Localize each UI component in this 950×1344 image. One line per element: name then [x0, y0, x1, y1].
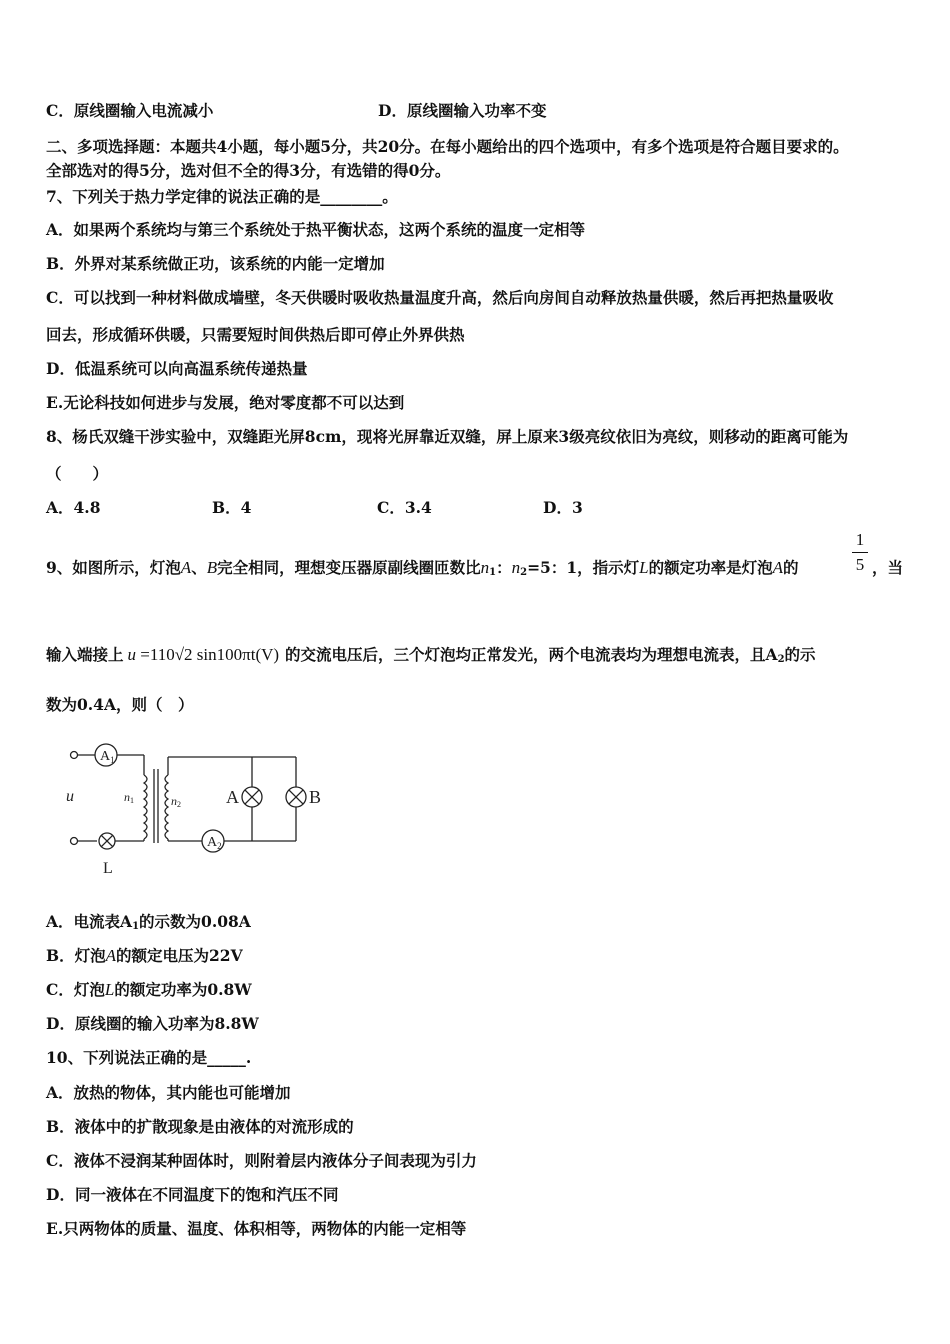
- q10-option-c: C．液体不浸润某种固体时，则附着层内液体分子间表现为引力: [46, 1151, 477, 1170]
- q9-option-c: [46, 980, 252, 1000]
- q9-stem-line1: [46, 558, 799, 583]
- q9-option-c-text: 的额定功率为0.8W: [114, 980, 252, 999]
- q9-var-b: B: [206, 558, 218, 577]
- q9-stem-text: 的: [783, 558, 799, 577]
- q9-stem-text: 9、如图所示，灯泡: [46, 558, 181, 577]
- q9-colon: ：: [496, 558, 512, 577]
- q10-option-e: E.只两物体的质量、温度、体积相等，两物体的内能一定相等: [46, 1219, 467, 1238]
- q9-stem-text: 完全相同，理想变压器原副线圈匝数比: [217, 558, 481, 577]
- q9-option-b-text: 的额定电压为22V: [116, 946, 243, 965]
- lamp-a-label: A: [226, 787, 239, 807]
- q9-stem-end: ，当: [872, 558, 904, 577]
- lamp-b-label: B: [309, 787, 322, 807]
- ammeter-a2-label: $A_2$: [207, 835, 222, 851]
- q9-option-d: D．原线圈的输入功率为8.8W: [46, 1014, 259, 1033]
- q7-option-e: E.无论科技如何进步与发展，绝对零度都不可以达到: [46, 393, 405, 412]
- q7-option-a: A．如果两个系统均与第三个系统处于热平衡状态，这两个系统的温度一定相等: [46, 220, 586, 239]
- q9-option-a-text: A．电流表A: [46, 912, 133, 931]
- q9-frac-num: 1: [855, 530, 865, 549]
- q10-option-a: A．放热的物体，其内能也可能增加: [46, 1083, 291, 1102]
- q9-n2: n: [511, 558, 521, 577]
- q9-option-b: [46, 946, 243, 966]
- q10-option-b: B．液体中的扩散现象是由液体的对流形成的: [46, 1117, 354, 1136]
- q9-option-a-text: 的示数为0.08A: [139, 912, 251, 931]
- q8-paren: （ ）: [46, 464, 109, 483]
- q9-option-b-var: A: [105, 946, 116, 965]
- q9-n1-sub: 1: [489, 567, 497, 578]
- q9-stem-line3: 数为0.4A，则（ ）: [46, 695, 194, 714]
- q9-option-c-var: L: [104, 980, 115, 999]
- q10-stem: 10、下列说法正确的是_____.: [46, 1048, 252, 1067]
- q6-option-c: C．原线圈输入电流减小: [46, 101, 214, 120]
- q9-n2-sub: 2: [520, 567, 528, 578]
- q9-ratio: =5：1，指示灯: [527, 558, 640, 577]
- q8-option-b: B．4: [212, 498, 252, 517]
- q7-option-c-2: 回去，形成循环供暖，只需要短时间供热后即可停止外界供热: [46, 325, 465, 344]
- q9-stem-line2: [46, 645, 816, 670]
- q9-option-a-sub: 1: [132, 921, 140, 932]
- q7-option-c-1: C．可以找到一种材料做成墙壁，冬天供暖时吸收热量温度升高，然后向房间自动释放热量供暖，然后再把热量吸收: [46, 288, 834, 307]
- section2-instructions-1: 二、多项选择题：本题共4小题，每小题5分，共20分。在每小题给出的四个选项中，有多个选项是符合题目要求的。: [46, 137, 849, 156]
- q9-option-a: [46, 912, 251, 937]
- q9-fraction: [852, 530, 868, 575]
- q9-line2-text: 的交流电压后，三个灯泡均正常发光，两个电流表均为理想电流表，且A: [285, 645, 778, 664]
- section2-instructions-2: 全部选对的得5分，选对但不全的得3分，有选错的得0分。: [46, 161, 451, 180]
- q6-option-d: D．原线圈输入功率不变: [378, 101, 547, 120]
- q8-option-a: A．4.8: [46, 498, 101, 517]
- q9-line2-text: 输入端接上: [46, 645, 124, 664]
- q9-var-l: L: [639, 558, 649, 577]
- q9-var-a: A: [180, 558, 192, 577]
- q9-line2-sub: 2: [777, 654, 785, 665]
- q9-sep: 、: [191, 558, 207, 577]
- q9-option-b-text: B．灯泡: [46, 946, 106, 965]
- q7-option-d: D．低温系统可以向高温系统传递热量: [46, 359, 308, 378]
- lamp-l-label: L: [103, 860, 113, 877]
- input-u-label: u: [66, 788, 74, 805]
- q9-stem-text: 的额定功率是灯泡: [648, 558, 773, 577]
- q10-option-d: D．同一液体在不同温度下的饱和汽压不同: [46, 1185, 339, 1204]
- ammeter-a1-label: $A_1$: [100, 749, 115, 765]
- q8-option-c: C．3.4: [377, 498, 432, 517]
- q8-stem: 8、杨氏双缝干涉实验中，双缝距光屏8cm，现将光屏靠近双缝，屏上原来3级亮纹依旧为亮纹，则移动的距离可能为: [46, 427, 849, 446]
- coil-n2-label: n2: [171, 794, 181, 809]
- q9-n1: n: [480, 558, 490, 577]
- coil-n1-label: n1: [124, 790, 134, 805]
- q9-var-a2: A: [772, 558, 783, 577]
- q7-stem: 7、下列关于热力学定律的说法正确的是________。: [46, 187, 398, 206]
- q9-frac-den: 5: [855, 555, 865, 574]
- q9-circuit-diagram: [60, 735, 340, 885]
- q8-option-d: D．3: [543, 498, 583, 517]
- q9-option-c-text: C．灯泡: [46, 980, 105, 999]
- q9-formula: =110√2 sin100πt(V): [136, 645, 280, 664]
- q9-formula-u: u: [127, 645, 137, 664]
- q7-option-b: B．外界对某系统做正功，该系统的内能一定增加: [46, 254, 385, 273]
- q9-line2-text: 的示: [784, 645, 816, 664]
